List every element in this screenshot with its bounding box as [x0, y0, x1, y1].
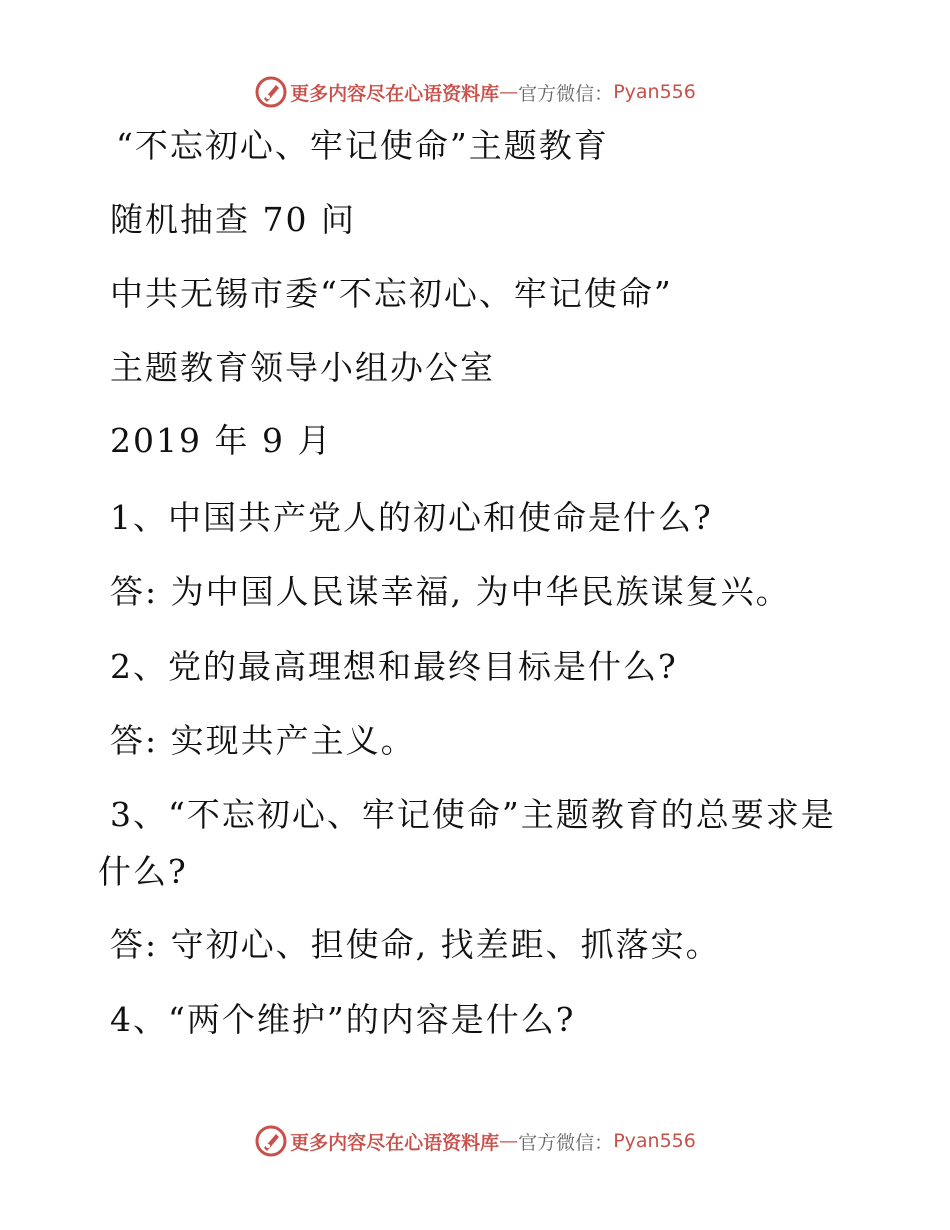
banner-main-text: 更多内容尽在心语资料库: [290, 1131, 500, 1154]
document-title-line1: “不忘初心、牢记使命”主题教育: [116, 126, 609, 165]
issuer-line1: 中共无锡市委“不忘初心、牢记使命”: [110, 274, 673, 313]
question-3-line1: 3、“不忘初心、牢记使命”主题教育的总要求是: [110, 795, 836, 834]
banner-wechat-label: 官方微信：: [518, 82, 614, 105]
pen-nib-logo-icon: [254, 75, 288, 109]
banner-wechat-label: 官方微信：: [518, 1131, 614, 1154]
document-date: 2019 年 9 月: [110, 421, 333, 460]
question-3-line2: 什么?: [98, 852, 188, 891]
question-1: 1、中国共产党人的初心和使命是什么?: [110, 498, 713, 537]
banner-main-text: 更多内容尽在心语资料库: [290, 82, 500, 105]
banner-wechat-id: Pyan556: [613, 81, 696, 103]
answer-2: 答: 实现共产主义。: [110, 721, 416, 760]
question-4: 4、“两个维护”的内容是什么?: [110, 1000, 576, 1039]
footer-banner: [0, 1121, 950, 1161]
banner-dash: —: [499, 1130, 519, 1152]
issuer-line2: 主题教育领导小组办公室: [110, 348, 495, 387]
document-title-line2: 随机抽查 70 问: [110, 200, 356, 239]
banner-dash: —: [499, 81, 519, 103]
header-banner: [0, 72, 950, 112]
pen-nib-logo-icon: [254, 1124, 288, 1158]
banner-wechat-id: Pyan556: [613, 1130, 696, 1152]
answer-3: 答: 守初心、担使命, 找差距、抓落实。: [110, 925, 721, 964]
answer-1: 答: 为中国人民谋幸福, 为中华民族谋复兴。: [110, 572, 791, 611]
question-2: 2、党的最高理想和最终目标是什么?: [110, 647, 678, 686]
